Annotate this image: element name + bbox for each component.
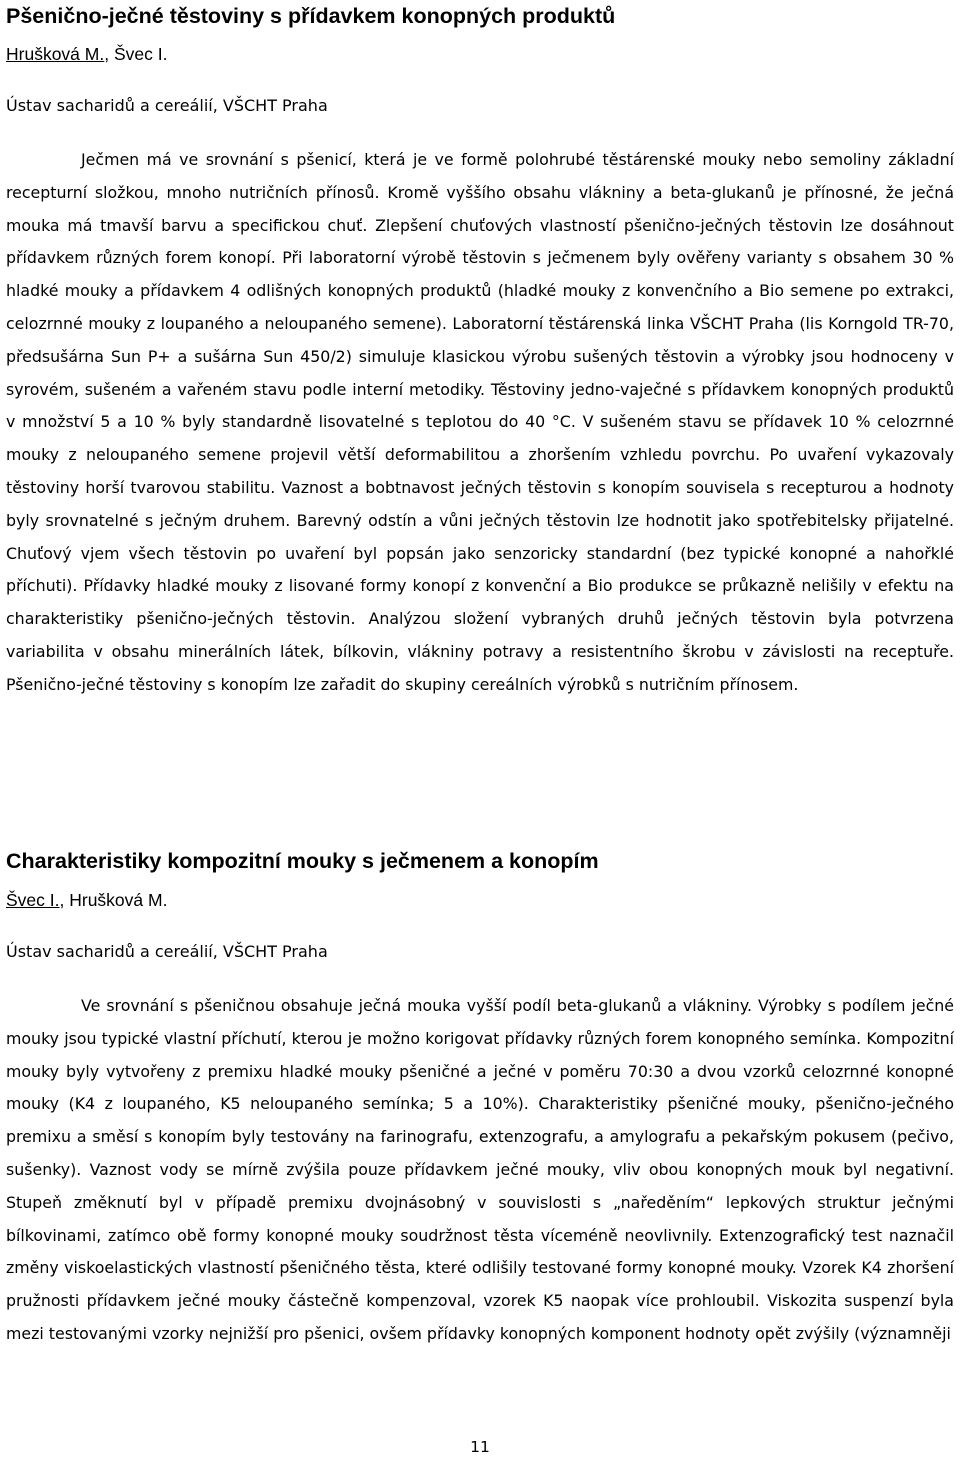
- article-2-title: Charakteristiky kompozitní mouky s ječmenem a konopím: [6, 849, 599, 873]
- article-1-authors: [6, 42, 167, 66]
- article-2-authors: [6, 888, 167, 912]
- page-number: 11: [470, 1438, 490, 1456]
- article-1-abstract: Ječmen má ve srovnání s pšenicí, která je ve formě polohrubé těstárenské mouky nebo semoliny základní recepturní složkou, mnoho nutričních přínosů. Kromě vyššího obsahu vlákniny a beta-glukanů je přínosné, že ječná mouka má tmavší barvu a specifickou chuť. Zlepšení chuťových vlastností pšeničnо-ječných těstovin lze dosáhnout přídavkem různých forem konopí. Při laboratorní výrobě těstovin s ječmenem byly ověřeny varianty s obsahem 30 % hladké mouky a přídavkem 4 odlišných konopných produktů (hladké mouky z konvenčního a Bio semene po extrakci, celozrnné mouky z loupaného a neloupaného semene). Laboratorní těstárenská linka VŠCHT Praha (lis Korngold TR-70, předsušárna Sun P+ a sušárna Sun 450/2) simuluje klasickou výrobu sušených těstovin a výrobky jsou hodnoceny v syrovém, sušeném a vařeném stavu podle interní metodiky. Těstoviny jedno-vaječné s přídavkem konopných produktů v množství 5 a 10 % byly standardně lisovatelné s teplotou do 40 °C. V sušeném stavu se přídavek 10 % celozrnné mouky z neloupaného semene projevil větší deformabilitou a zhoršením vzhledu povrchu. Po uvaření vykazovaly těstoviny horší tvarovou stabilitu. Vaznost a bobtnavost ječných těstovin s konopím souvisela s recepturou a hodnoty byly srovnatelné s ječným druhem. Barevný odstín a vůni ječných těstovin lze hodnotit jako spotřebitelsky přijatelné. Chuťový vjem všech těstovin po uvaření byl popsán jako senzoricky standardní (bez typické konopné a nahořklé příchuti). Přídavky hladké mouky z lisované formy konopí z konvenční a Bio produkce se průkazně nelišily v efektu na charakteristiky pšeničnо-ječných těstovin. Analýzou složení vybraných druhů ječných těstovin byla potvrzena variabilita v obsahu minerálních látek, bílkovin, vlákniny potravy a resistentního škrobu v závislosti na receptuře. Pšeničnо-ječné těstoviny s konopím lze zařadit do skupiny cereálních výrobků s nutričním přínosem.: [6, 150, 954, 694]
- article-1-institution: Ústav sacharidů a cereálií, VŠCHT Praha: [6, 96, 328, 115]
- article-2-other-authors: , Hrušková M.: [59, 890, 168, 910]
- article-2-first-author: Švec I.: [6, 890, 60, 910]
- article-2-institution: Ústav sacharidů a cereálií, VŠCHT Praha: [6, 942, 328, 961]
- article-1-first-author: Hrušková M.: [6, 44, 105, 64]
- article-2-abstract: Ve srovnání s pšeničnou obsahuje ječná mouka vyšší podíl beta-glukanů a vlákniny. Výrobky s podílem ječné mouky jsou typické vlastní příchutí, kterou je možno korigovat přídavky různých forem konopného semínka. Kompozitní mouky byly vytvořeny z premixu hladké mouky pšeničné a ječné v poměru 70:30 a dvou vzorků celozrnné konopné mouky (K4 z loupaného, K5 neloupaného semínka; 5 a 10%). Charakteristiky pšeničné mouky, pšeničnо-ječného premixu a směsí s konopím byly testovány na farinografu, extenzografu, a amylografu a pekařským pokusem (pečivo, sušenky). Vaznost vody se mírně zvýšila pouze přídavkem ječné mouky, vliv obou konopných mouk byl negativní. Stupeň změknutí byl v případě premixu dvojnásobný v souvislosti s „naředěním“ lepkových struktur ječnými bílkovinami, zatímco obě formy konopné mouky soudržnost těsta víceméně neovlivnily. Extenzografický test naznačil změny viskoelastických vlastností pšeničného těsta, které odlišily testované formy konopné mouky. Vzorek K4 zhoršení pružnosti přídavkem ječné mouky částečně kompenzoval, vzorek K5 naopak více prohloubil. Viskozita suspenzí byla mezi testovanými vzorky nejnižší pro pšenici, ovšem přídavky konopných komponent hodnoty opět zvýšily (významněji: [6, 996, 954, 1343]
- article-1-other-authors: , Švec I.: [104, 44, 168, 64]
- article-1-title: Pšeničnо-ječné těstoviny s přídavkem konopných produktů: [6, 4, 616, 28]
